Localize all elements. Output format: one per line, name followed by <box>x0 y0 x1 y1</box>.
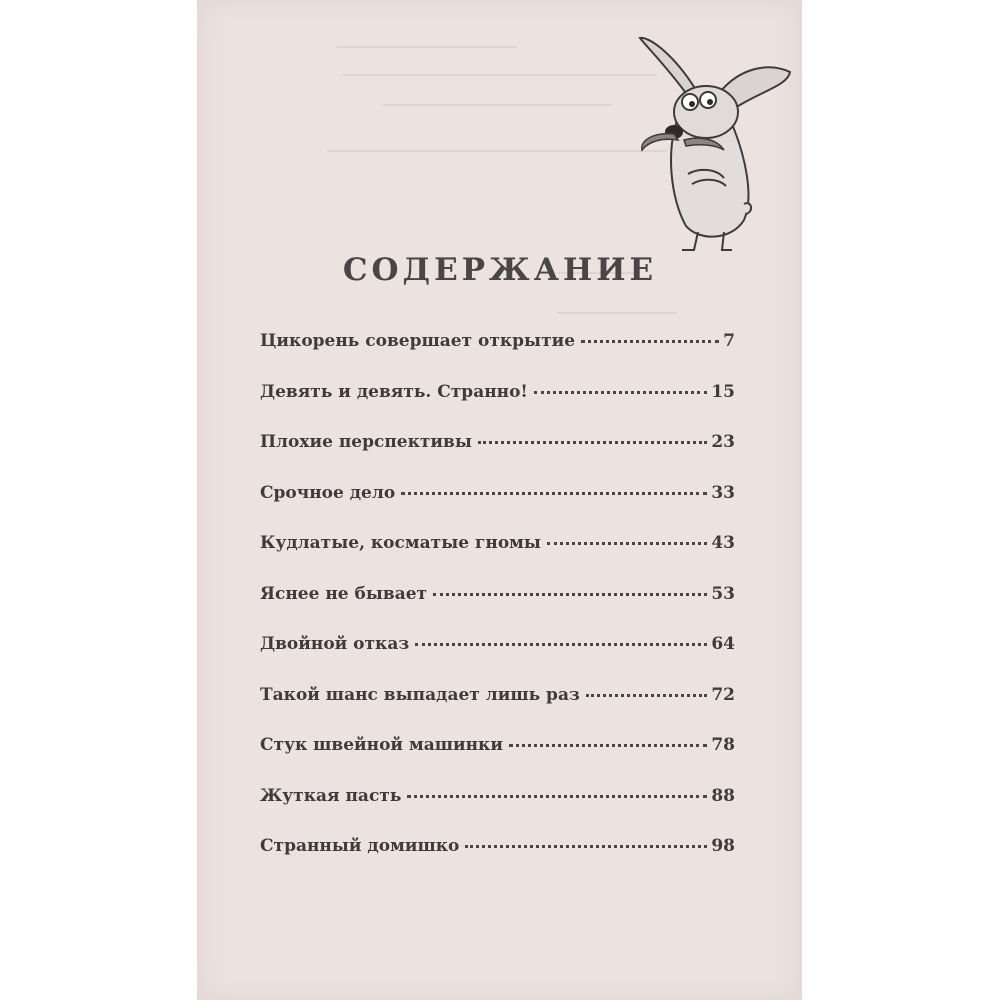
dot-leader <box>581 340 719 343</box>
toc-entry <box>260 685 735 736</box>
toc-entry-page: 53 <box>711 583 735 604</box>
toc-entry-page: 7 <box>723 331 735 351</box>
toc-entry-title: Стук швейной машинки <box>260 735 503 755</box>
toc-entry-title: Кудлатые, косматые гномы <box>260 533 541 553</box>
dot-leader <box>478 441 707 444</box>
dot-leader <box>509 744 707 747</box>
dot-leader <box>433 593 707 596</box>
show-through-line <box>557 312 677 314</box>
toc-entry-page: 23 <box>711 432 735 452</box>
show-through-line <box>337 46 517 48</box>
toc-entry <box>260 432 735 483</box>
toc-entry-page: 78 <box>711 735 735 755</box>
toc-entry <box>260 584 735 635</box>
toc-entry-title: Срочное дело <box>260 482 396 503</box>
toc-entry-title: Плохие перспективы <box>260 432 472 452</box>
toc-entry-title: Такой шанс выпадает лишь раз <box>260 684 580 705</box>
dot-leader <box>465 845 707 848</box>
toc-entry-title: Цикорень совершает открытие <box>260 331 576 351</box>
toc-entry <box>260 331 735 382</box>
toc-entry-title: Жуткая пасть <box>260 785 402 806</box>
toc-entry-title: Девять и девять. Странно! <box>260 381 528 402</box>
show-through-line <box>382 104 612 106</box>
toc-entry-page: 72 <box>711 684 735 705</box>
toc-entry-page: 88 <box>711 785 735 806</box>
toc-entry <box>260 382 735 433</box>
bunny-with-mustache-icon <box>628 28 796 258</box>
dot-leader <box>547 542 707 545</box>
toc-entry-page: 98 <box>711 836 735 856</box>
table-of-contents <box>260 331 735 887</box>
show-through-line <box>327 150 667 152</box>
toc-entry <box>260 735 735 786</box>
toc-entry-title: Странный домишко <box>260 836 460 856</box>
show-through-line <box>342 74 657 76</box>
dot-leader <box>586 694 708 697</box>
toc-entry <box>260 836 735 887</box>
toc-entry <box>260 634 735 685</box>
dot-leader <box>401 492 707 495</box>
toc-entry-page: 64 <box>711 634 735 654</box>
toc-entry <box>260 483 735 534</box>
dot-leader <box>415 643 707 646</box>
toc-entry-page: 33 <box>711 482 735 503</box>
toc-entry-page: 15 <box>711 381 735 402</box>
toc-entry <box>260 786 735 837</box>
toc-entry-title: Яснее не бывает <box>260 583 428 604</box>
dot-leader <box>407 795 707 798</box>
toc-entry <box>260 533 735 584</box>
toc-entry-page: 43 <box>711 533 735 553</box>
page-title: СОДЕРЖАНИЕ <box>342 252 658 288</box>
toc-entry-title: Двойной отказ <box>260 634 410 654</box>
dot-leader <box>534 391 707 394</box>
